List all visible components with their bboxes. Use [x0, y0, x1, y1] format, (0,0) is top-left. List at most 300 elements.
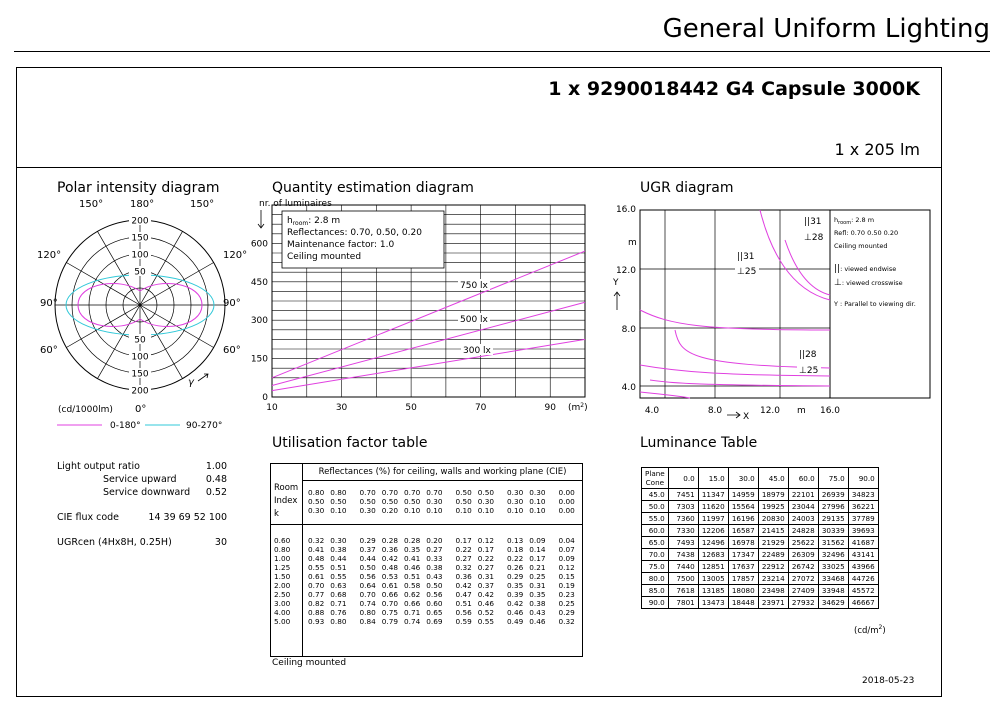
luminance-row: [642, 537, 879, 549]
utilisation-cell: 0.37: [359, 545, 376, 554]
utilisation-cell: 0.48: [308, 554, 325, 563]
luminance-cell: 17637: [728, 561, 758, 573]
title-rule: [14, 51, 990, 52]
polar-radial-label: 150: [131, 369, 149, 380]
utilisation-footer: Ceiling mounted: [272, 658, 347, 668]
ratio-row-upward: [57, 473, 227, 486]
utilisation-cell: 0.44: [330, 554, 347, 563]
quantity-y-tick: 150: [250, 354, 268, 365]
utilisation-cell: 0.60: [426, 599, 443, 608]
luminance-cell: 30339: [818, 525, 848, 537]
luminance-cell: 16587: [728, 525, 758, 537]
utilisation-cell: 0.55: [330, 572, 347, 581]
luminance-cell: 14959: [728, 489, 758, 501]
utilisation-divider: [302, 480, 303, 656]
date-stamp: 2018-05-23: [862, 676, 915, 686]
ratio-value: 1.00: [205, 461, 227, 472]
ugr-curve: [640, 310, 830, 330]
utilisation-k-column: [274, 536, 293, 626]
polar-angle-90-left: 90°: [40, 298, 58, 309]
luminance-cell: 33948: [818, 585, 848, 597]
utilisation-cell: 0.00: [558, 497, 575, 506]
utilisation-cell: 0.80: [330, 617, 347, 626]
quantity-x-tick: 50: [405, 403, 417, 413]
quantity-info-h: $h_{room}$: 2.8 m: [287, 216, 341, 227]
ugr-title: UGR diagram: [640, 180, 734, 196]
luminance-cell: 12683: [698, 549, 728, 561]
ugr-legend-parallel: Y : Parallel to viewing dir.: [834, 300, 916, 308]
utilisation-cell: 0.28: [381, 536, 398, 545]
utilisation-cell: 0.14: [529, 545, 546, 554]
utilisation-cell: 0.00: [558, 506, 575, 515]
luminance-cone: 60.0: [642, 525, 669, 537]
room-index-value: 1.50: [274, 572, 291, 581]
utilisation-cell: 0.46: [529, 617, 546, 626]
utilisation-cell: 0.47: [455, 590, 472, 599]
room-index-value: 0.80: [274, 545, 291, 554]
utilisation-cell: 0.46: [507, 608, 524, 617]
room-index-line: k: [274, 509, 279, 519]
utilisation-cell: 0.29: [359, 536, 376, 545]
luminance-corner: Plane Cone: [642, 468, 669, 489]
ugr-label-2-cross: ⊥25: [737, 267, 757, 277]
utilisation-cell: 0.29: [507, 572, 524, 581]
luminance-cell: 12851: [698, 561, 728, 573]
utilisation-cell: 0.30: [507, 497, 524, 506]
utilisation-cell: 0.51: [455, 599, 472, 608]
luminance-cell: 7493: [668, 537, 698, 549]
luminance-cell: 34823: [848, 489, 878, 501]
page-title: General Uniform Lighting: [662, 14, 990, 44]
luminance-row: [642, 489, 879, 501]
utilisation-cell: 0.48: [381, 563, 398, 572]
utilisation-cell: 0.29: [558, 608, 575, 617]
luminance-cell: 27996: [818, 501, 848, 513]
utilisation-cell: 0.50: [330, 497, 347, 506]
luminance-cell: 18979: [758, 489, 788, 501]
utilisation-cell: 0.41: [308, 545, 325, 554]
utilisation-cell: 0.09: [558, 554, 575, 563]
luminance-plane-header: 45.0: [758, 468, 788, 489]
room-index-value: 1.00: [274, 554, 291, 563]
luminance-cell: 17347: [728, 549, 758, 561]
luminance-cell: 29135: [818, 513, 848, 525]
ugr-label-1-cross: ⊥28: [804, 233, 824, 243]
utilisation-cell: 0.77: [308, 590, 325, 599]
utilisation-row: [305, 554, 578, 563]
utilisation-cell: 0.07: [558, 545, 575, 554]
utilisation-cell: 0.61: [308, 572, 325, 581]
luminance-cell: 21929: [758, 537, 788, 549]
utilisation-cell: 0.70: [359, 488, 376, 497]
polar-angle-120-right: 120°: [223, 250, 248, 261]
utilisation-cell: 0.80: [330, 488, 347, 497]
cie-flux-label: CIE flux code: [57, 512, 120, 523]
reflectance-row: [305, 497, 578, 506]
luminance-row: [642, 549, 879, 561]
luminance-cell: 23044: [788, 501, 818, 513]
utilisation-cell: 0.66: [381, 590, 398, 599]
luminance-cell: 26939: [818, 489, 848, 501]
ratio-row-downward: [57, 486, 227, 499]
utilisation-cell: 0.49: [507, 617, 524, 626]
luminance-cell: 37789: [848, 513, 878, 525]
utilisation-cell: 0.93: [308, 617, 325, 626]
utilisation-cell: 0.25: [558, 599, 575, 608]
utilisation-row: [305, 617, 578, 626]
utilisation-cell: 0.50: [381, 497, 398, 506]
utilisation-cell: 0.13: [507, 536, 524, 545]
luminance-cell: 44726: [848, 573, 878, 585]
quantity-title: Quantity estimation diagram: [272, 180, 474, 196]
utilisation-cell: 0.10: [426, 506, 443, 515]
luminance-cell: 24003: [788, 513, 818, 525]
utilisation-cell: 0.10: [507, 506, 524, 515]
utilisation-values: [305, 536, 578, 626]
utilisation-cell: 0.53: [381, 572, 398, 581]
utilisation-cell: 0.22: [455, 545, 472, 554]
luminance-row: [642, 573, 879, 585]
utilisation-cell: 0.22: [477, 554, 494, 563]
utilisation-cell: 0.31: [529, 581, 546, 590]
utilisation-cell: 0.50: [426, 581, 443, 590]
ugr-y-tick: 8.0: [621, 325, 636, 335]
utilisation-cell: 0.32: [455, 563, 472, 572]
polar-radial-label: 100: [131, 352, 149, 363]
utilisation-cell: 0.30: [507, 488, 524, 497]
utilisation-cell: 0.37: [477, 581, 494, 590]
utilisation-cell: 0.50: [455, 497, 472, 506]
luminance-cell: 16196: [728, 513, 758, 525]
cie-flux-row: [57, 511, 227, 524]
polar-angle-0: 0°: [135, 404, 147, 415]
room-index-value: 2.50: [274, 590, 291, 599]
room-index-value: 3.00: [274, 599, 291, 608]
utilisation-cell: 0.26: [507, 563, 524, 572]
utilisation-cell: 0.76: [330, 608, 347, 617]
luminance-title: Luminance Table: [640, 435, 758, 451]
luminance-cell: 46667: [848, 597, 878, 609]
utilisation-cell: 0.50: [359, 563, 376, 572]
utilisation-cell: 0.36: [381, 545, 398, 554]
ugr-x-tick: 12.0: [759, 406, 781, 416]
utilisation-cell: 0.35: [507, 581, 524, 590]
utilisation-cell: 0.42: [507, 599, 524, 608]
polar-angle-60-right: 60°: [223, 345, 241, 356]
ratio-label: Service downward: [103, 487, 191, 498]
cie-flux-value: 14 39 69 52 100: [148, 512, 227, 523]
utilisation-cell: 0.36: [455, 572, 472, 581]
luminance-cell: 25622: [788, 537, 818, 549]
utilisation-cell: 0.51: [404, 572, 421, 581]
utilisation-cell: 0.35: [529, 590, 546, 599]
utilisation-cell: 0.12: [477, 536, 494, 545]
luminance-cone: 65.0: [642, 537, 669, 549]
ugr-legend-endwise: ||: viewed endwise: [834, 264, 897, 274]
ugr-label-2: [735, 247, 759, 277]
utilisation-cell: 0.41: [404, 554, 421, 563]
utilisation-cell: 0.56: [426, 590, 443, 599]
utilisation-table-frame: [270, 463, 583, 657]
utilisation-cell: 0.52: [477, 608, 494, 617]
luminance-cell: 7330: [668, 525, 698, 537]
utilisation-cell: 0.50: [404, 497, 421, 506]
utilisation-cell: 0.38: [330, 545, 347, 554]
luminance-cell: 33025: [818, 561, 848, 573]
utilisation-cell: 0.32: [558, 617, 575, 626]
utilisation-cell: 0.38: [426, 563, 443, 572]
luminance-cell: 22101: [788, 489, 818, 501]
luminance-cell: 36221: [848, 501, 878, 513]
luminance-cell: 20830: [758, 513, 788, 525]
luminance-cell: 11620: [698, 501, 728, 513]
ugr-cen-label: UGRcen (4Hx8H, 0.25H): [57, 537, 172, 548]
room-index-line: Room: [274, 483, 299, 493]
utilisation-cell: 0.42: [455, 581, 472, 590]
utilisation-cell: 0.35: [404, 545, 421, 554]
room-index-label: [274, 482, 298, 521]
utilisation-cell: 0.43: [529, 608, 546, 617]
utilisation-cell: 0.71: [404, 608, 421, 617]
quantity-info-refl: Reflectances: 0.70, 0.50, 0.20: [287, 228, 422, 238]
utilisation-cell: 0.30: [359, 506, 376, 515]
quantity-x-unit: $(m^2)$: [568, 402, 588, 413]
luminance-cell: 41687: [848, 537, 878, 549]
utilisation-cell: 0.55: [477, 617, 494, 626]
utilisation-cell: 0.22: [507, 554, 524, 563]
utilisation-cell: 0.32: [308, 536, 325, 545]
luminance-cone: 75.0: [642, 561, 669, 573]
luminance-cone: 70.0: [642, 549, 669, 561]
utilisation-cell: 0.56: [455, 608, 472, 617]
luminance-cell: 15564: [728, 501, 758, 513]
utilisation-cell: 0.30: [529, 488, 546, 497]
luminance-cell: 7360: [668, 513, 698, 525]
ugr-y-tick: 16.0: [615, 205, 636, 215]
utilisation-cell: 0.12: [558, 563, 575, 572]
utilisation-cell: 0.17: [477, 545, 494, 554]
polar-angle-150-right: 150°: [190, 199, 215, 210]
luminance-cell: 23971: [758, 597, 788, 609]
ratio-label: Light output ratio: [57, 461, 140, 472]
luminance-row: [642, 525, 879, 537]
luminance-cell: 26742: [788, 561, 818, 573]
luminance-cone: 50.0: [642, 501, 669, 513]
product-title: 1 x 9290018442 G4 Capsule 3000K: [548, 78, 920, 100]
utilisation-cell: 0.46: [404, 563, 421, 572]
utilisation-cell: 0.43: [426, 572, 443, 581]
luminance-cell: 27072: [788, 573, 818, 585]
luminance-cell: 7440: [668, 561, 698, 573]
polar-grid: [55, 215, 225, 397]
ratio-value: 0.52: [205, 487, 227, 498]
luminance-cell: 19925: [758, 501, 788, 513]
quantity-x-tick: 90: [544, 403, 556, 413]
polar-radial-label: 200: [131, 386, 149, 397]
ugr-y-tick: 4.0: [621, 383, 636, 393]
ugr-diagram: [610, 200, 940, 425]
luminance-cone: 80.0: [642, 573, 669, 585]
luminance-cell: 21415: [758, 525, 788, 537]
utilisation-cell: 0.10: [404, 506, 421, 515]
utilisation-cell: 0.15: [558, 572, 575, 581]
utilisation-cell: 0.74: [404, 617, 421, 626]
ugr-curve: [650, 380, 830, 386]
luminance-cell: 23498: [758, 585, 788, 597]
quantity-ylabel: nr. of luminaires: [259, 199, 332, 209]
quantity-info-mf: Maintenance factor: 1.0: [287, 240, 395, 250]
utilisation-cell: 0.21: [529, 563, 546, 572]
utilisation-cell: 0.82: [308, 599, 325, 608]
luminance-plane-header: 0.0: [668, 468, 698, 489]
luminance-unit: $(cd/m^2)$: [854, 624, 886, 636]
luminance-row: [642, 513, 879, 525]
ugr-label-3-end: ||28: [799, 350, 817, 360]
luminance-cell: 22912: [758, 561, 788, 573]
utilisation-cell: 0.70: [308, 581, 325, 590]
quantity-x-tick: 70: [474, 403, 487, 413]
utilisation-cell: 0.39: [507, 590, 524, 599]
polar-gamma: γ: [188, 377, 194, 388]
luminance-cell: 7801: [668, 597, 698, 609]
ugr-legend-mount: Ceiling mounted: [834, 242, 888, 250]
utilisation-cell: 0.10: [455, 506, 472, 515]
ugr-legend-refl: Refl: 0.70 0.50 0.20: [834, 229, 899, 237]
polar-radial-label: 200: [131, 216, 149, 227]
ugr-label-3-cross: ⊥25: [799, 366, 819, 376]
luminance-cell: 26309: [788, 549, 818, 561]
utilisation-cell: 0.65: [426, 608, 443, 617]
utilisation-cell: 0.58: [404, 581, 421, 590]
utilisation-row: [305, 536, 578, 545]
quantity-y-tick: 600: [250, 239, 268, 250]
luminance-cell: 11347: [698, 489, 728, 501]
polar-angle-120-left: 120°: [37, 250, 62, 261]
utilisation-cell: 0.28: [404, 536, 421, 545]
ratio-label: Service upward: [103, 474, 177, 485]
polar-title: Polar intensity diagram: [57, 180, 220, 196]
luminance-cell: 24828: [788, 525, 818, 537]
luminance-cell: 7438: [668, 549, 698, 561]
utilisation-cell: 0.09: [529, 536, 546, 545]
utilisation-cell: 0.20: [381, 506, 398, 515]
utilisation-cell: 0.42: [477, 590, 494, 599]
luminance-cell: 27409: [788, 585, 818, 597]
utilisation-cell: 0.56: [359, 572, 376, 581]
utilisation-cell: 0.17: [455, 536, 472, 545]
utilisation-cell: 0.70: [426, 488, 443, 497]
lumen-output: 1 x 205 lm: [834, 140, 920, 159]
utilisation-cell: 0.50: [359, 497, 376, 506]
luminance-cell: 43966: [848, 561, 878, 573]
ratio-row-light-output: [57, 460, 227, 473]
luminance-plane-header: 15.0: [698, 468, 728, 489]
utilisation-cell: 0.88: [308, 608, 325, 617]
utilisation-cell: 0.70: [359, 590, 376, 599]
luminance-table: [641, 467, 879, 609]
luminance-cell: 22489: [758, 549, 788, 561]
polar-legend-label-1: 90-270°: [186, 421, 223, 431]
utilisation-row: [305, 608, 578, 617]
utilisation-cell: 0.70: [381, 599, 398, 608]
luminance-cone: 85.0: [642, 585, 669, 597]
ugr-label-1-end: ||31: [804, 217, 822, 227]
ugr-cen-row: [57, 536, 227, 549]
utilisation-row: [305, 572, 578, 581]
ugr-legend-crosswise: ⊥: viewed crosswise: [834, 278, 903, 288]
utilisation-cell: 0.64: [359, 581, 376, 590]
luminance-plane-header: 90.0: [848, 468, 878, 489]
room-index-value: 2.00: [274, 581, 291, 590]
ugr-curve: [785, 240, 830, 295]
ugr-label-2-end: ||31: [737, 252, 755, 262]
ugr-label-1: [802, 212, 826, 243]
quantity-line-label: 500 lx: [460, 315, 488, 325]
utilisation-cell: 0.20: [426, 536, 443, 545]
luminance-cell: 27932: [788, 597, 818, 609]
luminance-cell: 32496: [818, 549, 848, 561]
utilisation-cell: 0.04: [558, 536, 575, 545]
utilisation-cell: 0.10: [330, 506, 347, 515]
luminance-cell: 13185: [698, 585, 728, 597]
ugr-cen-value: 30: [214, 537, 227, 548]
utilisation-row: [305, 581, 578, 590]
luminance-row: [642, 561, 879, 573]
utilisation-cell: 0.63: [330, 581, 347, 590]
polar-unit: (cd/1000lm): [58, 405, 113, 415]
luminance-cell: 12496: [698, 537, 728, 549]
polar-angle-60-left: 60°: [40, 345, 58, 356]
up-arrow-icon: [614, 292, 620, 310]
polar-legend-label-0: 0-180°: [110, 421, 141, 431]
utilisation-cell: 0.50: [455, 488, 472, 497]
utilisation-cell: 0.75: [381, 608, 398, 617]
luminance-cell: 17857: [728, 573, 758, 585]
reflectance-row: [305, 506, 578, 515]
ugr-legend: [833, 216, 916, 308]
quantity-line-label: 300 lx: [463, 346, 491, 356]
utilisation-cell: 0.42: [381, 554, 398, 563]
room-index-line: Index: [274, 496, 298, 506]
utilisation-cell: 0.10: [529, 497, 546, 506]
utilisation-cell: 0.33: [426, 554, 443, 563]
luminance-cell: 34629: [818, 597, 848, 609]
luminance-cell: 18080: [728, 585, 758, 597]
quantity-x-tick: 10: [266, 403, 278, 413]
utilisation-cell: 0.61: [381, 581, 398, 590]
ugr-x-tick: 16.0: [819, 406, 841, 416]
luminance-row: [642, 585, 879, 597]
quantity-x-tick: 30: [335, 403, 348, 413]
ugr-y-axis: Y: [613, 278, 619, 288]
luminance-cone: 55.0: [642, 513, 669, 525]
utilisation-cell: 0.50: [477, 488, 494, 497]
luminance-cell: 13005: [698, 573, 728, 585]
utilisation-cell: 0.30: [330, 536, 347, 545]
quantity-y-tick: 0: [262, 393, 268, 403]
luminance-row: [642, 501, 879, 513]
utilisation-cell: 0.38: [529, 599, 546, 608]
luminance-cell: 7303: [668, 501, 698, 513]
utilisation-cell: 0.27: [426, 545, 443, 554]
utilisation-header: Reflectances (%) for ceiling, walls and working plane (CIE): [302, 464, 582, 481]
quantity-diagram: [245, 195, 595, 415]
utilisation-cell: 0.50: [308, 497, 325, 506]
ugr-label-3: [797, 345, 821, 376]
ugr-x-axis: X: [743, 412, 750, 422]
utilisation-cell: 0.70: [381, 488, 398, 497]
room-index-value: 5.00: [274, 617, 291, 626]
